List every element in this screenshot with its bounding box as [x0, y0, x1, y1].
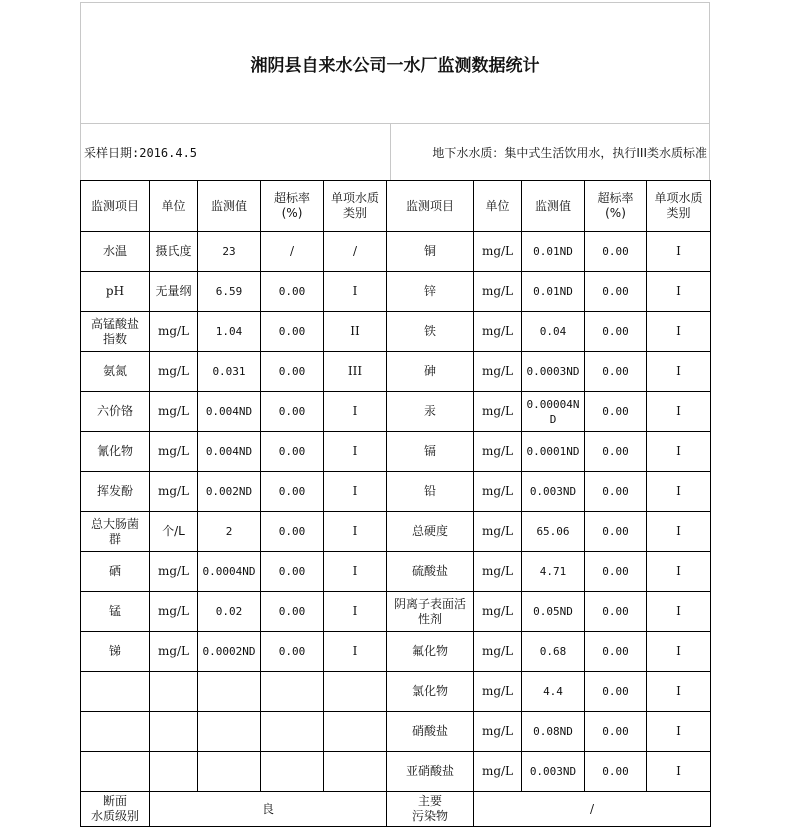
spreadsheet [80, 2, 710, 827]
right-item-cell[interactable]: 氟化物 [387, 632, 474, 672]
right-item-cell[interactable]: 硫酸盐 [387, 552, 474, 592]
left-exceed-rate-cell[interactable] [261, 672, 324, 712]
right-exceed-rate-cell[interactable]: 0.00 [585, 712, 647, 752]
right-unit-cell[interactable]: mg/L [474, 392, 522, 432]
right-unit-cell[interactable]: mg/L [474, 552, 522, 592]
right-item-cell[interactable]: 氯化物 [387, 672, 474, 712]
header-cell-unit[interactable]: 单位 [474, 181, 522, 232]
right-exceed-rate-cell[interactable]: 0.00 [585, 392, 647, 432]
right-value-cell[interactable]: 4.71 [522, 552, 585, 592]
left-value-cell[interactable]: 0.004ND [198, 432, 261, 472]
left-item-cell[interactable]: 氨氮 [81, 352, 150, 392]
left-category-cell[interactable]: I [324, 472, 387, 512]
right-category-cell[interactable]: I [647, 232, 711, 272]
info-row [80, 123, 710, 180]
monitoring-table [80, 180, 711, 827]
left-category-cell[interactable] [324, 672, 387, 712]
left-item-cell[interactable]: 总大肠菌 群 [81, 512, 150, 552]
table-row [81, 272, 711, 312]
right-unit-cell[interactable]: mg/L [474, 752, 522, 792]
header-cell-item[interactable]: 监测项目 [387, 181, 474, 232]
right-unit-cell[interactable]: mg/L [474, 472, 522, 512]
table-row [81, 752, 711, 792]
left-unit-cell[interactable]: mg/L [150, 552, 198, 592]
right-unit-cell[interactable]: mg/L [474, 712, 522, 752]
right-item-cell[interactable]: 总硬度 [387, 512, 474, 552]
left-exceed-rate-cell[interactable] [261, 752, 324, 792]
right-item-cell[interactable]: 砷 [387, 352, 474, 392]
section-quality-value[interactable]: 良 [150, 792, 387, 827]
left-item-cell[interactable]: 锰 [81, 592, 150, 632]
header-cell-exceed-rate[interactable]: 超标率 (%) [261, 181, 324, 232]
right-value-cell[interactable]: 0.003ND [522, 752, 585, 792]
left-exceed-rate-cell[interactable]: / [261, 232, 324, 272]
left-value-cell[interactable] [198, 712, 261, 752]
right-exceed-rate-cell[interactable]: 0.00 [585, 352, 647, 392]
left-category-cell[interactable]: I [324, 392, 387, 432]
left-unit-cell[interactable]: mg/L [150, 352, 198, 392]
header-cell-category[interactable]: 单项水质 类别 [324, 181, 387, 232]
right-unit-cell[interactable]: mg/L [474, 432, 522, 472]
header-cell-exceed-rate[interactable]: 超标率 (%) [585, 181, 647, 232]
right-unit-cell[interactable]: mg/L [474, 232, 522, 272]
header-cell-value[interactable]: 监测值 [522, 181, 585, 232]
left-value-cell[interactable]: 2 [198, 512, 261, 552]
right-value-cell[interactable]: 0.003ND [522, 472, 585, 512]
water-quality-note: 地下水水质：集中式生活饮用水，执行III类水质标准 [432, 145, 707, 160]
header-cell-category[interactable]: 单项水质 类别 [647, 181, 711, 232]
left-exceed-rate-cell[interactable]: 0.00 [261, 272, 324, 312]
right-unit-cell[interactable]: mg/L [474, 352, 522, 392]
left-item-cell[interactable] [81, 712, 150, 752]
left-unit-cell[interactable]: mg/L [150, 432, 198, 472]
right-value-cell[interactable]: 0.01ND [522, 272, 585, 312]
right-exceed-rate-cell[interactable]: 0.00 [585, 232, 647, 272]
left-item-cell[interactable] [81, 672, 150, 712]
main-pollutant-label[interactable]: 主要 污染物 [387, 792, 474, 827]
left-unit-cell[interactable]: mg/L [150, 632, 198, 672]
left-exceed-rate-cell[interactable]: 0.00 [261, 592, 324, 632]
left-exceed-rate-cell[interactable] [261, 712, 324, 752]
right-category-cell[interactable]: I [647, 632, 711, 672]
left-item-cell[interactable]: 硒 [81, 552, 150, 592]
table-row [81, 512, 711, 552]
left-unit-cell[interactable]: 无量纲 [150, 272, 198, 312]
right-category-cell[interactable]: I [647, 592, 711, 632]
left-value-cell[interactable]: 0.0004ND [198, 552, 261, 592]
footer-row [81, 792, 711, 827]
left-unit-cell[interactable]: mg/L [150, 472, 198, 512]
left-item-cell[interactable]: 六价铬 [81, 392, 150, 432]
header-cell-unit[interactable]: 单位 [150, 181, 198, 232]
left-category-cell[interactable]: I [324, 592, 387, 632]
right-value-cell[interactable]: 0.68 [522, 632, 585, 672]
right-category-cell[interactable]: I [647, 272, 711, 312]
left-unit-cell[interactable]: mg/L [150, 592, 198, 632]
right-value-cell[interactable]: 65.06 [522, 512, 585, 552]
right-item-cell[interactable]: 铁 [387, 312, 474, 352]
right-category-cell[interactable]: I [647, 472, 711, 512]
left-item-cell[interactable]: 高锰酸盐 指数 [81, 312, 150, 352]
table-row [81, 312, 711, 352]
left-unit-cell[interactable]: mg/L [150, 392, 198, 432]
left-unit-cell[interactable]: mg/L [150, 312, 198, 352]
right-unit-cell[interactable]: mg/L [474, 312, 522, 352]
left-exceed-rate-cell[interactable]: 0.00 [261, 312, 324, 352]
left-exceed-rate-cell[interactable]: 0.00 [261, 352, 324, 392]
right-exceed-rate-cell[interactable]: 0.00 [585, 632, 647, 672]
header-cell-item[interactable]: 监测项目 [81, 181, 150, 232]
left-category-cell[interactable]: I [324, 512, 387, 552]
left-category-cell[interactable]: I [324, 552, 387, 592]
left-unit-cell[interactable]: 个/L [150, 512, 198, 552]
left-category-cell[interactable]: / [324, 232, 387, 272]
left-unit-cell[interactable] [150, 672, 198, 712]
right-exceed-rate-cell[interactable]: 0.00 [585, 752, 647, 792]
left-category-cell[interactable]: III [324, 352, 387, 392]
right-category-cell[interactable]: I [647, 312, 711, 352]
table-row [81, 632, 711, 672]
table-row [81, 712, 711, 752]
right-item-cell[interactable]: 铜 [387, 232, 474, 272]
right-unit-cell[interactable]: mg/L [474, 672, 522, 712]
left-item-cell[interactable]: 氰化物 [81, 432, 150, 472]
right-value-cell[interactable]: 0.05ND [522, 592, 585, 632]
table-row [81, 592, 711, 632]
left-item-cell[interactable]: 挥发酚 [81, 472, 150, 512]
right-value-cell[interactable]: 0.01ND [522, 232, 585, 272]
right-category-cell[interactable]: I [647, 752, 711, 792]
left-category-cell[interactable]: I [324, 432, 387, 472]
left-exceed-rate-cell[interactable]: 0.00 [261, 472, 324, 512]
left-item-cell[interactable] [81, 752, 150, 792]
table-row [81, 472, 711, 512]
right-item-cell[interactable]: 阴离子表面活 性剂 [387, 592, 474, 632]
right-category-cell[interactable]: I [647, 672, 711, 712]
right-exceed-rate-cell[interactable]: 0.00 [585, 552, 647, 592]
table-row [81, 552, 711, 592]
right-unit-cell[interactable]: mg/L [474, 632, 522, 672]
right-exceed-rate-cell[interactable]: 0.00 [585, 672, 647, 712]
report-title: 湘阴县自来水公司一水厂监测数据统计 [250, 55, 540, 76]
left-category-cell[interactable]: II [324, 312, 387, 352]
right-item-cell[interactable]: 汞 [387, 392, 474, 432]
right-exceed-rate-cell[interactable]: 0.00 [585, 432, 647, 472]
right-exceed-rate-cell[interactable]: 0.00 [585, 272, 647, 312]
right-exceed-rate-cell[interactable]: 0.00 [585, 592, 647, 632]
left-item-cell[interactable]: pH [81, 272, 150, 312]
main-pollutant-value[interactable]: / [474, 792, 711, 827]
left-unit-cell[interactable]: 摄氏度 [150, 232, 198, 272]
left-exceed-rate-cell[interactable]: 0.00 [261, 552, 324, 592]
table-row [81, 432, 711, 472]
left-value-cell[interactable]: 0.004ND [198, 392, 261, 432]
left-item-cell[interactable]: 锑 [81, 632, 150, 672]
header-cell-value[interactable]: 监测值 [198, 181, 261, 232]
right-unit-cell[interactable]: mg/L [474, 592, 522, 632]
right-unit-cell[interactable]: mg/L [474, 512, 522, 552]
right-category-cell[interactable]: I [647, 392, 711, 432]
sample-date: 采样日期:2016.4.5 [84, 145, 198, 160]
header-row [81, 181, 711, 232]
left-value-cell[interactable]: 0.02 [198, 592, 261, 632]
table-row [81, 232, 711, 272]
sample-date-cell[interactable] [81, 124, 391, 180]
right-item-cell[interactable]: 硝酸盐 [387, 712, 474, 752]
left-value-cell[interactable] [198, 672, 261, 712]
left-exceed-rate-cell[interactable]: 0.00 [261, 432, 324, 472]
left-value-cell[interactable]: 6.59 [198, 272, 261, 312]
left-value-cell[interactable]: 1.04 [198, 312, 261, 352]
right-item-cell[interactable]: 亚硝酸盐 [387, 752, 474, 792]
left-value-cell[interactable]: 23 [198, 232, 261, 272]
right-category-cell[interactable]: I [647, 712, 711, 752]
right-exceed-rate-cell[interactable]: 0.00 [585, 512, 647, 552]
standard-note-cell[interactable] [391, 124, 709, 180]
left-value-cell[interactable]: 0.002ND [198, 472, 261, 512]
left-value-cell[interactable]: 0.0002ND [198, 632, 261, 672]
left-value-cell[interactable]: 0.031 [198, 352, 261, 392]
left-unit-cell[interactable] [150, 712, 198, 752]
table-row [81, 672, 711, 712]
right-exceed-rate-cell[interactable]: 0.00 [585, 472, 647, 512]
right-value-cell[interactable]: 0.0003ND [522, 352, 585, 392]
right-category-cell[interactable]: I [647, 352, 711, 392]
right-item-cell[interactable]: 铅 [387, 472, 474, 512]
right-category-cell[interactable]: I [647, 432, 711, 472]
right-item-cell[interactable]: 锌 [387, 272, 474, 312]
left-category-cell[interactable] [324, 712, 387, 752]
table-row [81, 352, 711, 392]
right-category-cell[interactable]: I [647, 552, 711, 592]
left-category-cell[interactable]: I [324, 272, 387, 312]
left-item-cell[interactable]: 水温 [81, 232, 150, 272]
table-body [81, 181, 711, 827]
left-unit-cell[interactable] [150, 752, 198, 792]
section-quality-label[interactable]: 断面 水质级别 [81, 792, 150, 827]
right-value-cell[interactable]: 0.08ND [522, 712, 585, 752]
left-value-cell[interactable] [198, 752, 261, 792]
right-category-cell[interactable]: I [647, 512, 711, 552]
left-exceed-rate-cell[interactable]: 0.00 [261, 512, 324, 552]
right-value-cell[interactable]: 0.0001ND [522, 432, 585, 472]
left-exceed-rate-cell[interactable]: 0.00 [261, 392, 324, 432]
left-category-cell[interactable]: I [324, 632, 387, 672]
right-value-cell[interactable]: 0.04 [522, 312, 585, 352]
table-row [81, 392, 711, 432]
right-item-cell[interactable]: 镉 [387, 432, 474, 472]
right-exceed-rate-cell[interactable]: 0.00 [585, 312, 647, 352]
left-category-cell[interactable] [324, 752, 387, 792]
left-exceed-rate-cell[interactable]: 0.00 [261, 632, 324, 672]
right-value-cell[interactable]: 0.00004N D [522, 392, 585, 432]
right-value-cell[interactable]: 4.4 [522, 672, 585, 712]
right-unit-cell[interactable]: mg/L [474, 272, 522, 312]
title-cell[interactable] [80, 2, 710, 123]
